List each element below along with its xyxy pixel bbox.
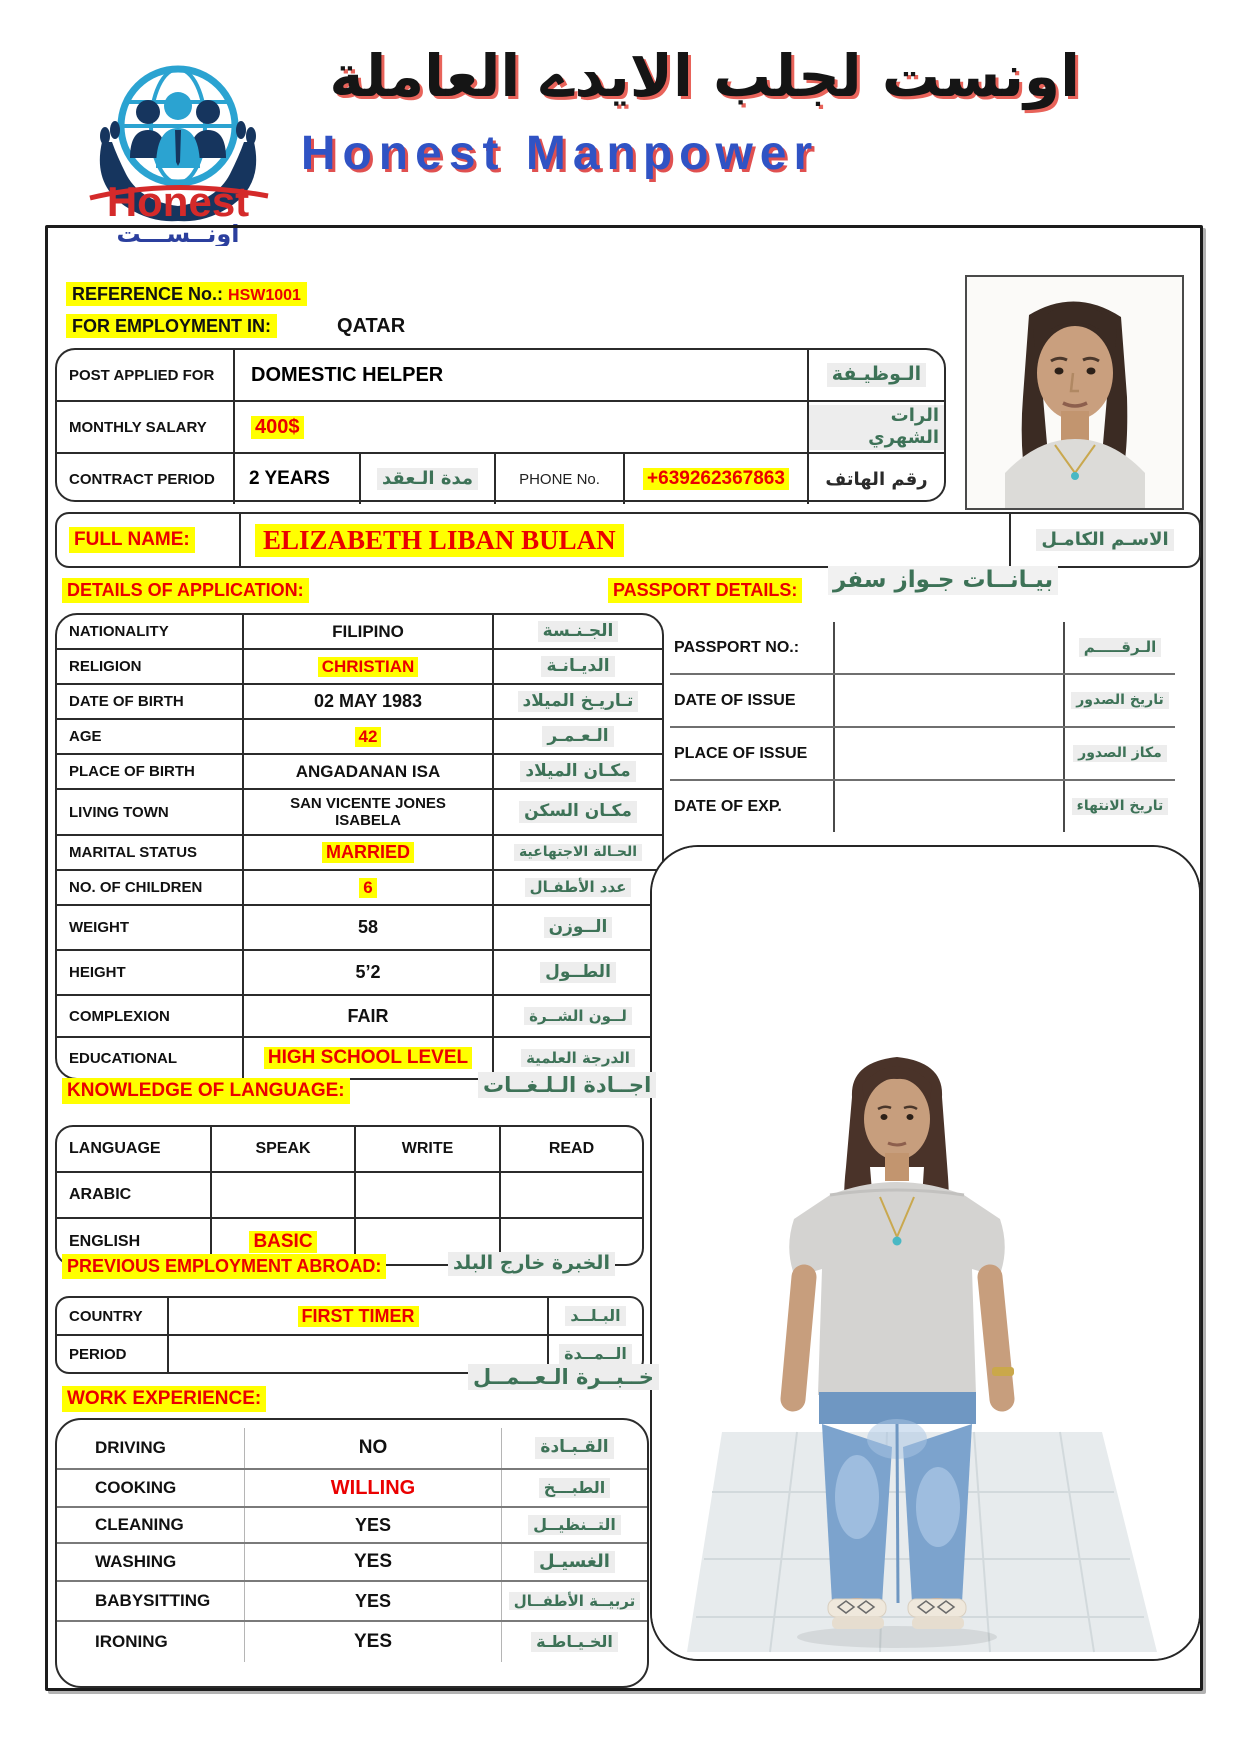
detail-arabic: الجـنـسة	[538, 621, 619, 642]
logo-wordmark: Honest	[106, 178, 250, 225]
detail-label: NATIONALITY	[69, 623, 169, 640]
details-table	[55, 613, 664, 1080]
reference-value: HSW1001	[228, 287, 301, 304]
table-row	[57, 350, 944, 402]
language-read	[499, 1173, 642, 1217]
work-skill-arabic: القـبـادة	[535, 1437, 613, 1458]
language-col-header: LANGUAGE	[69, 1140, 161, 1157]
table-row	[57, 906, 662, 951]
full-name-label: FULL NAME:	[69, 527, 195, 553]
work-skill-arabic: الغسيـل	[534, 1551, 615, 1574]
work-skill-arabic: الخـيـاطـة	[531, 1632, 618, 1652]
post-applied-arabic: الـوظيـفة	[827, 363, 926, 387]
table-row	[57, 454, 944, 504]
table-row	[57, 871, 662, 906]
passport-arabic: الـرقـــــم	[1079, 638, 1161, 657]
detail-arabic: تـاريـخ الميلاد	[518, 691, 639, 712]
table-row	[57, 1298, 642, 1336]
language-col-header: WRITE	[354, 1127, 499, 1171]
detail-value: 5’2	[242, 951, 492, 994]
job-table	[55, 348, 946, 502]
logo-arabic-wordmark: اونــســـت	[116, 220, 240, 246]
table-row	[57, 402, 944, 454]
header-arabic-calligraphy: اونست لجلب الايدے العاملة	[329, 42, 1080, 110]
employment-country: QATAR	[337, 315, 406, 337]
previous-employment-heading: PREVIOUS EMPLOYMENT ABROAD:	[62, 1254, 386, 1279]
detail-value: SAN VICENTE JONES ISABELA	[242, 790, 492, 834]
passport-label: DATE OF ISSUE	[674, 691, 796, 709]
work-skill-label: COOKING	[95, 1478, 177, 1497]
language-col-header: SPEAK	[210, 1127, 354, 1171]
work-experience-arabic: خــبــرة الـعــمــل	[468, 1364, 659, 1390]
work-experience-table	[55, 1418, 649, 1688]
detail-value: CHRISTIAN	[242, 650, 492, 683]
applicant-headshot-photo	[965, 275, 1184, 510]
salary-arabic: الرات الشهري	[809, 405, 944, 450]
table-row	[670, 781, 1175, 832]
language-table	[55, 1125, 644, 1266]
table-row	[670, 675, 1175, 728]
table-row	[57, 615, 662, 650]
phone-value: +639262367863	[643, 468, 789, 490]
detail-label: AGE	[69, 728, 102, 745]
detail-arabic: مكـان الميلاد	[520, 761, 635, 782]
table-row	[57, 650, 662, 685]
phone-label: PHONE No.	[494, 454, 623, 504]
table-row	[57, 836, 662, 871]
agency-name: Honest Manpower	[300, 127, 820, 180]
work-skill-label: WASHING	[95, 1552, 177, 1571]
detail-arabic: الحـالة الاجتهاعية	[514, 844, 642, 862]
passport-arabic: مكاز الصدور	[1073, 745, 1167, 763]
contract-arabic: مدة الـعقد	[377, 468, 478, 491]
salary-label: MONTHLY SALARY	[69, 418, 207, 436]
passport-value	[833, 728, 1065, 779]
prev-emp-label: PERIOD	[69, 1345, 127, 1363]
contract-value: 2 YEARS	[233, 454, 359, 504]
post-applied-value: DOMESTIC HELPER	[233, 350, 807, 400]
table-row	[57, 755, 662, 790]
knowledge-section-heading: KNOWLEDGE OF LANGUAGE:	[62, 1078, 350, 1104]
passport-section-heading-arabic: بيـانــات جـواز سفر	[828, 566, 1058, 595]
employment-line	[66, 315, 405, 338]
passport-section-heading: PASSPORT DETAILS:	[608, 578, 802, 603]
detail-value: HIGH SCHOOL LEVEL	[242, 1038, 492, 1078]
language-col-header: READ	[499, 1127, 642, 1171]
detail-label: NO. OF CHILDREN	[69, 879, 203, 896]
table-row	[57, 1544, 647, 1582]
detail-value: 02 MAY 1983	[242, 685, 492, 718]
work-skill-label: IRONING	[95, 1632, 168, 1651]
passport-value	[833, 675, 1065, 726]
table-row	[57, 1428, 647, 1470]
passport-arabic: تاريخ الصدور	[1071, 692, 1169, 710]
table-row	[57, 1173, 642, 1219]
passport-value	[833, 781, 1065, 832]
contract-label: CONTRACT PERIOD	[69, 470, 215, 488]
detail-value: FILIPINO	[242, 615, 492, 648]
work-skill-value: YES	[244, 1582, 501, 1620]
detail-value: 6	[242, 871, 492, 904]
detail-arabic: الطــول	[540, 962, 616, 983]
detail-arabic: لــون الشــرة	[524, 1007, 632, 1026]
detail-label: WEIGHT	[69, 919, 129, 936]
work-skill-arabic: الطبـــخ	[539, 1478, 611, 1498]
previous-employment-table	[55, 1296, 644, 1374]
detail-label: DATE OF BIRTH	[69, 693, 184, 710]
detail-arabic: عدد الأطفـال	[525, 878, 632, 897]
detail-value: FAIR	[242, 996, 492, 1036]
work-skill-label: BABYSITTING	[95, 1591, 211, 1610]
passport-label: PLACE OF ISSUE	[674, 744, 808, 762]
details-section-heading: DETAILS OF APPLICATION:	[62, 578, 309, 603]
reference-label: REFERENCE No.:	[72, 284, 224, 304]
table-row	[57, 1582, 647, 1622]
table-row	[57, 685, 662, 720]
detail-label: PLACE OF BIRTH	[69, 763, 195, 780]
table-row	[57, 951, 662, 996]
previous-employment-arabic: الخبرة خارج البلد	[448, 1252, 615, 1276]
table-row	[57, 1470, 647, 1508]
detail-value: 58	[242, 906, 492, 949]
detail-label: RELIGION	[69, 658, 142, 675]
prev-emp-value: FIRST TIMER	[167, 1298, 547, 1334]
prev-emp-arabic: الــمــدة	[559, 1344, 632, 1364]
passport-label: PASSPORT NO.:	[674, 638, 800, 656]
passport-value	[833, 622, 1065, 673]
prev-emp-arabic: البـلــد	[565, 1306, 625, 1326]
full-name-value: ELIZABETH LIBAN BULAN	[255, 524, 624, 557]
detail-label: COMPLEXION	[69, 1007, 170, 1025]
headshot-illustration	[967, 277, 1182, 508]
table-row	[57, 1127, 642, 1173]
full-name-row	[55, 512, 1201, 568]
detail-arabic: مكـان السكن	[519, 801, 637, 822]
detail-value: 42	[242, 720, 492, 753]
work-skill-arabic: تربيــة الأطفــال	[509, 1592, 640, 1611]
fullbody-illustration	[652, 847, 1199, 1659]
table-row	[57, 996, 662, 1038]
work-skill-label: CLEANING	[95, 1515, 184, 1534]
table-row	[670, 728, 1175, 781]
language-speak	[210, 1173, 354, 1217]
work-skill-value: YES	[244, 1622, 501, 1662]
detail-arabic: الـعـمـر	[542, 726, 613, 747]
language-speak: BASIC	[210, 1219, 354, 1264]
detail-arabic: الديـانـة	[541, 656, 614, 677]
post-applied-label: POST APPLIED FOR	[69, 366, 215, 384]
table-row	[57, 720, 662, 755]
work-skill-value: YES	[244, 1508, 501, 1542]
work-skill-value: WILLING	[244, 1470, 501, 1506]
detail-label: EDUCATIONAL	[69, 1049, 178, 1067]
table-row	[57, 790, 662, 836]
detail-arabic: الدرجة العلمية	[521, 1049, 635, 1068]
knowledge-section-arabic: اجــادة الـلـغــات	[478, 1072, 656, 1098]
applicant-fullbody-photo	[650, 845, 1201, 1661]
detail-label: MARITAL STATUS	[69, 844, 198, 861]
table-row	[57, 1508, 647, 1544]
language-name: ARABIC	[69, 1186, 132, 1203]
detail-arabic: الــوزن	[544, 917, 613, 938]
work-skill-value: YES	[244, 1544, 501, 1580]
full-name-arabic: الاسـم الكامـل	[1036, 529, 1173, 552]
work-skill-label: DRIVING	[95, 1438, 166, 1457]
table-row	[57, 1622, 647, 1662]
detail-value: MARRIED	[242, 836, 492, 869]
work-experience-heading: WORK EXPERIENCE:	[62, 1386, 266, 1412]
employment-label: FOR EMPLOYMENT IN:	[66, 314, 277, 338]
language-name: ENGLISH	[69, 1232, 141, 1250]
passport-label: DATE OF EXP.	[674, 797, 782, 815]
detail-value: ANGADANAN ISA	[242, 755, 492, 788]
work-skill-value: NO	[244, 1428, 501, 1468]
work-skill-arabic: التــنظيــل	[528, 1515, 621, 1535]
table-row	[670, 622, 1175, 675]
passport-arabic: تاريخ الانتهاء	[1072, 798, 1169, 816]
salary-value: 400$	[251, 416, 304, 439]
passport-table	[670, 622, 1175, 826]
detail-label: HEIGHT	[69, 964, 126, 981]
reference-line	[66, 284, 307, 305]
detail-label: LIVING TOWN	[69, 803, 169, 821]
prev-emp-label: COUNTRY	[69, 1307, 143, 1325]
language-write	[354, 1173, 499, 1217]
phone-arabic: رقم الهاتف	[825, 468, 928, 490]
